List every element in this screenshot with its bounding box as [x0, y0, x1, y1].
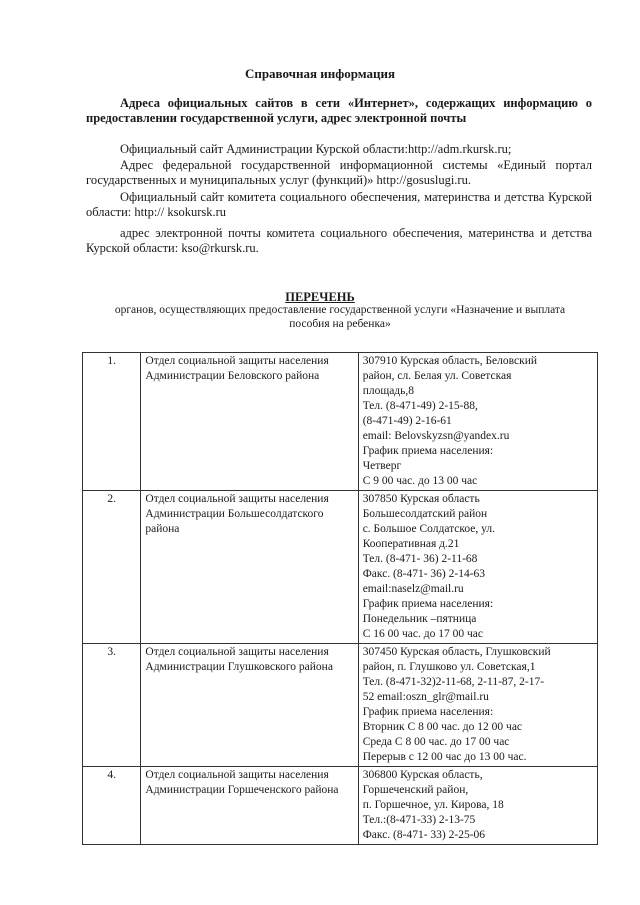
agencies-table — [82, 352, 598, 845]
contact-line: С 16 00 час. до 17 00 час — [362, 628, 483, 640]
contact-line: Четверг — [362, 460, 402, 472]
gosuslugi-line: Адрес федеральной государственной информационной системы «Единый портал государственных и муниципальных услуг (функций)» http://gosuslugi.ru. — [86, 158, 592, 187]
contact-line: 307850 Курская область — [362, 493, 480, 505]
intro-paragraph: Адреса официальных сайтов в сети «Интернет», содержащих информацию о предоставлении государственной услуги, адрес электронной почты — [86, 96, 592, 125]
row-number: 4. — [83, 767, 141, 845]
row-number: 2. — [83, 491, 141, 644]
contact-line: 307450 Курская область, Глушковский — [362, 646, 551, 658]
contact-line: email: Belovskyzsn@yandex.ru — [362, 430, 510, 442]
contact-line: 307910 Курская область, Беловский — [362, 355, 538, 367]
contact-line: График приема населения: — [362, 445, 494, 457]
contact-line: (8-471-49) 2-16-61 — [362, 415, 452, 427]
contact-line: С 9 00 час. до 13 00 час — [362, 475, 478, 487]
table-row — [83, 353, 598, 491]
row-number: 3. — [83, 644, 141, 767]
document-title: Справочная информация — [244, 66, 396, 81]
contact-line: Факс. (8-471- 33) 2-25-06 — [362, 829, 486, 841]
list-title: ПЕРЕЧЕНЬ — [285, 290, 355, 304]
contact-line: График приема населения: — [362, 706, 494, 718]
organization-contacts — [358, 767, 597, 845]
contact-line: Факс. (8-471- 36) 2-14-63 — [362, 568, 486, 580]
organization-contacts — [358, 353, 597, 491]
table-row — [83, 491, 598, 644]
kso-email-line: адрес электронной почты комитета социального обеспечения, материнства и детства Курской области: kso@rkursk.ru. — [86, 226, 592, 255]
kso-site-line: Официальный сайт комитета социального обеспечения, материнства и детства Курской области: http:// ksokursk.ru — [86, 190, 592, 219]
contact-line: 52 email:oszn_glr@mail.ru — [362, 691, 489, 703]
contact-line: Тел. (8-471-32)2-11-68, 2-11-87, 2-17- — [362, 676, 545, 688]
contact-line: График приема населения: — [362, 598, 494, 610]
admin-site-line: Официальный сайт Администрации Курской области:http://adm.rkursk.ru; — [120, 142, 512, 156]
organization-name: Отдел социальной защиты населения Администрации Беловского района — [141, 353, 358, 491]
organization-contacts — [358, 491, 597, 644]
contact-line: район, сл. Белая ул. Советская — [362, 370, 512, 382]
contact-line: Тел. (8-471-49) 2-15-88, — [362, 400, 478, 412]
contact-line: Перерыв с 12 00 час до 13 00 час. — [362, 751, 527, 763]
table-row — [83, 767, 598, 845]
contact-line: с. Большое Солдатское, ул. — [362, 523, 496, 535]
row-number: 1. — [83, 353, 141, 491]
organization-contacts — [358, 644, 597, 767]
contact-line: email:naselz@mail.ru — [362, 583, 464, 595]
contact-line: п. Горшечное, ул. Кирова, 18 — [362, 799, 504, 811]
contact-line: Горшеченский район, — [362, 784, 469, 796]
contact-line: 306800 Курская область, — [362, 769, 483, 781]
table-row — [83, 644, 598, 767]
organization-name: Отдел социальной защиты населения Администрации Глушковского района — [141, 644, 358, 767]
contact-line: Тел.:(8-471-33) 2-13-75 — [362, 814, 476, 826]
contact-line: Вторник С 8 00 час. до 12 00 час — [362, 721, 523, 733]
contact-line: Тел. (8-471- 36) 2-11-68 — [362, 553, 478, 565]
list-subtitle: органов, осуществляющих предоставление государственной услуги «Назначение и выплата пособия на ребенка» — [114, 304, 566, 330]
contact-line: площадь,8 — [362, 385, 415, 397]
contact-line: Кооперативная д.21 — [362, 538, 460, 550]
contact-line: Понедельник –пятница — [362, 613, 477, 625]
organization-name: Отдел социальной защиты населения Администрации Большесолдатского района — [141, 491, 358, 644]
organization-name: Отдел социальной защиты населения Администрации Горшеченского района — [141, 767, 358, 845]
contact-line: Среда С 8 00 час. до 17 00 час — [362, 736, 510, 748]
contact-line: Большесолдатский район — [362, 508, 488, 520]
contact-line: район, п. Глушково ул. Советская,1 — [362, 661, 536, 673]
